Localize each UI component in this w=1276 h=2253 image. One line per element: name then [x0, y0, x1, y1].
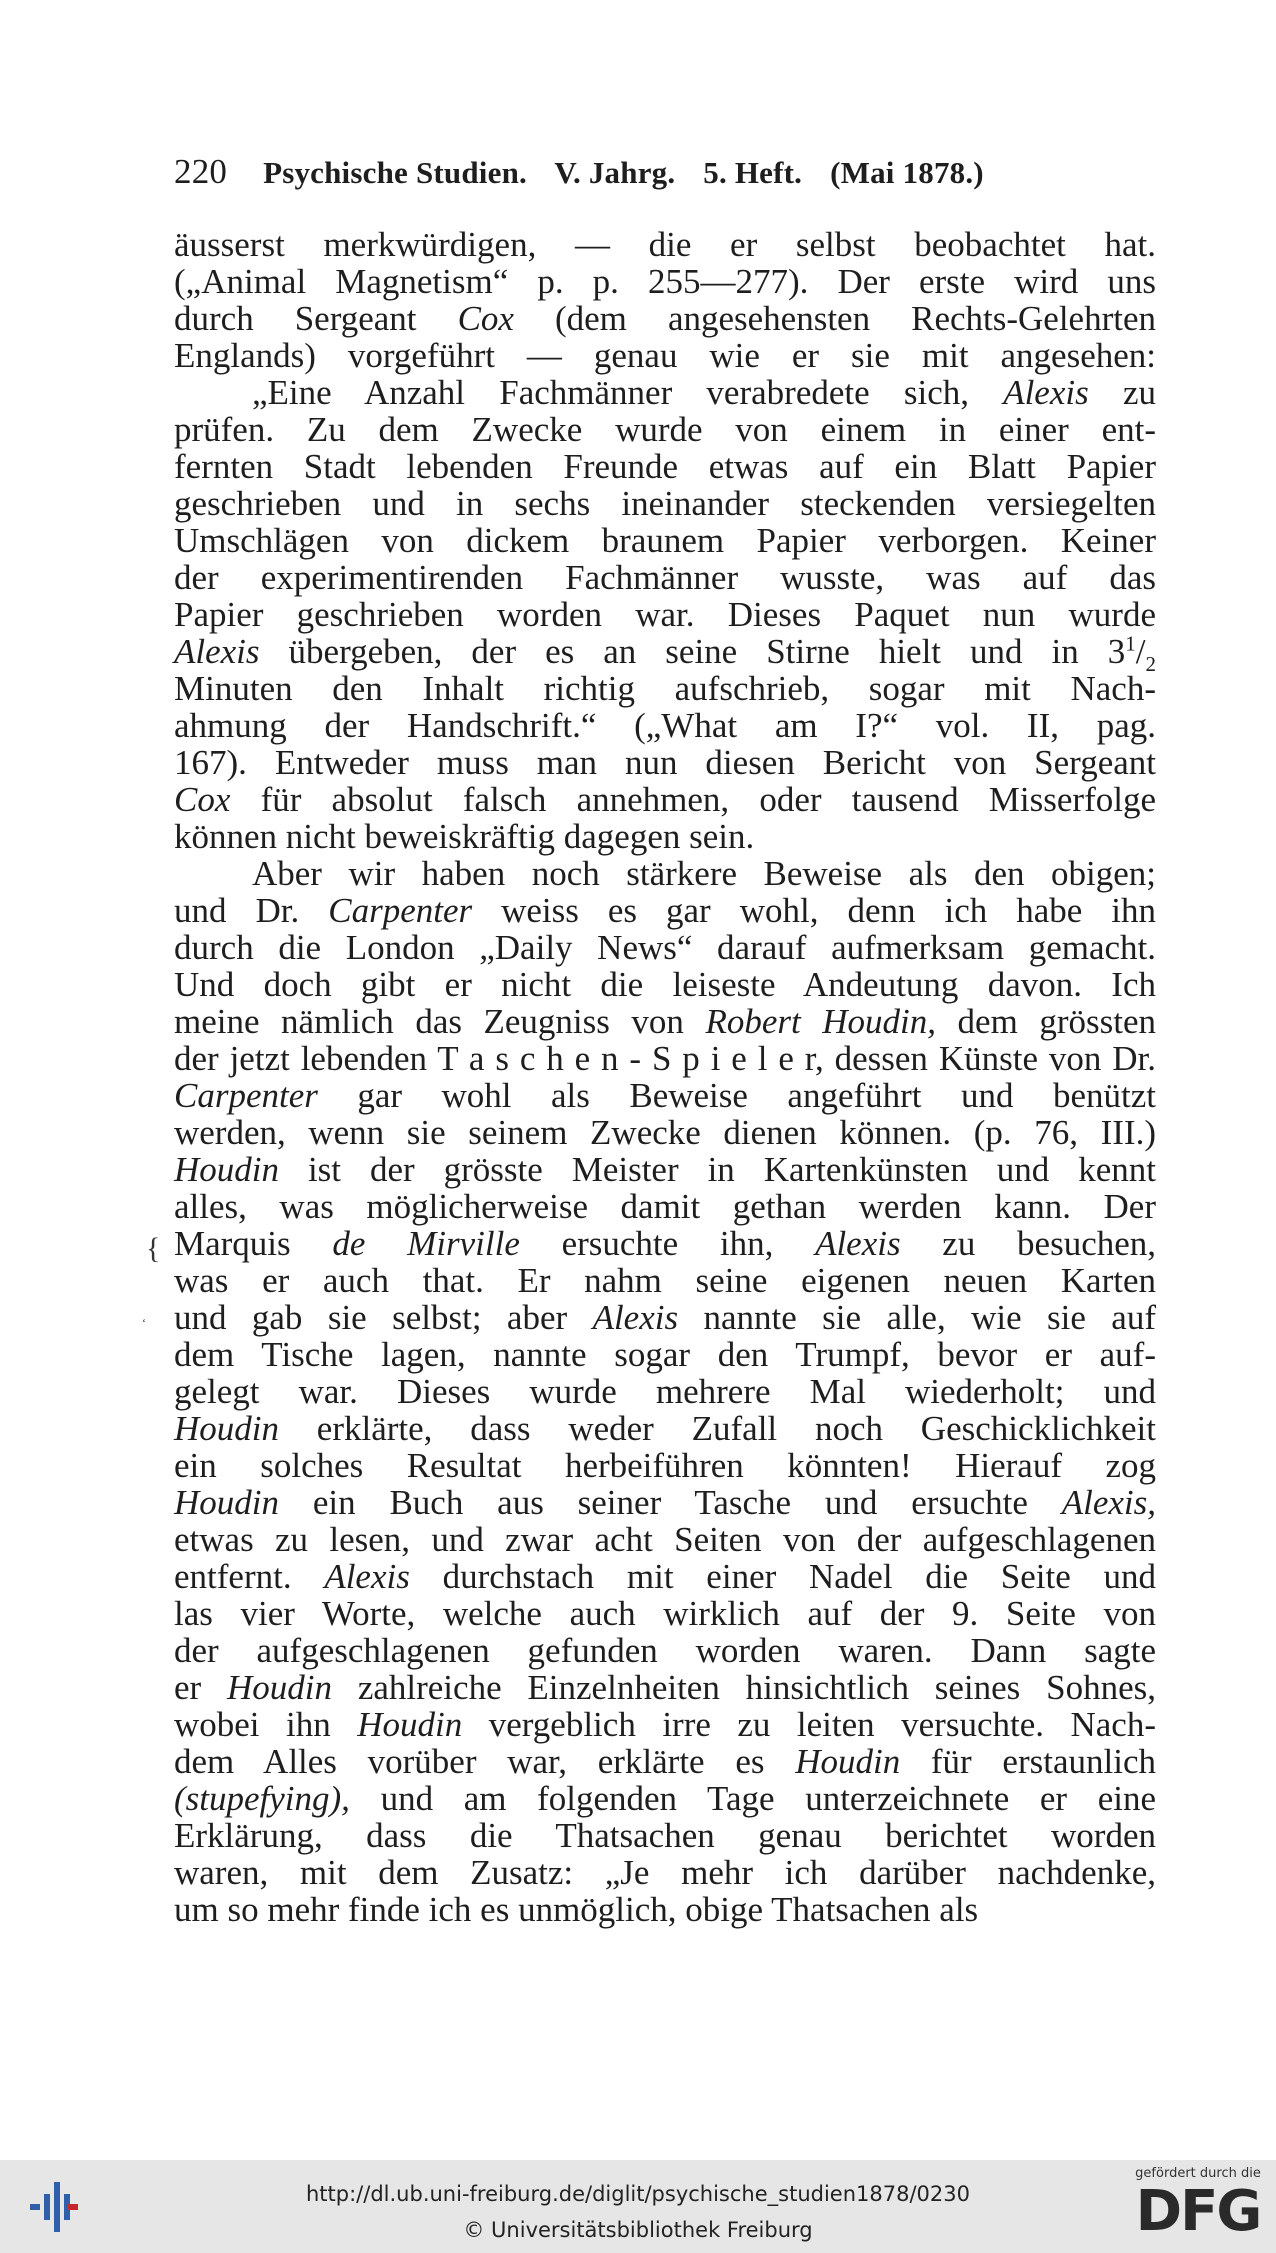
- text-line: und Dr. Carpenter weiss es gar wohl, denn ich habe ihn: [174, 891, 1156, 930]
- text-line: meine nämlich das Zeugniss von Robert Houdin, dem grössten: [174, 1002, 1156, 1041]
- text-line: („Animal Magnetism“ p. p. 255—277). Der erste wird uns: [174, 262, 1156, 301]
- funding-note: gefördert durch die: [1135, 2166, 1261, 2181]
- issue: 5. Heft.: [703, 155, 803, 190]
- copyright: © Universitätsbibliothek Freiburg: [463, 2218, 813, 2242]
- text-line: (stupefying), und am folgenden Tage unterzeichnete er eine: [174, 1779, 1156, 1818]
- text-line: alles, was möglicherweise damit gethan werden kann. Der: [174, 1187, 1156, 1226]
- body-text: [174, 226, 1156, 1928]
- issue-date: (Mai 1878.): [830, 155, 984, 190]
- text-line: er Houdin zahlreiche Einzelnheiten hinsichtlich seines Sohnes,: [174, 1668, 1156, 1707]
- dfg-logo: DFG: [1135, 2179, 1261, 2244]
- text-line: ahmung der Handschrift.“ („What am I?“ vol. II, pag.: [174, 706, 1156, 745]
- page-number: 220: [174, 152, 228, 191]
- text-line: waren, mit dem Zusatz: „Je mehr ich darüber nachdenke,: [174, 1853, 1156, 1892]
- text-line: ein solches Resultat herbeiführen könnten! Hierauf zog: [174, 1446, 1156, 1485]
- text-line: und gab sie selbst; aber Alexis nannte sie alle, wie sie auf: [174, 1298, 1156, 1337]
- margin-mark-dot: ‘: [142, 1316, 146, 1330]
- text-line: „Eine Anzahl Fachmänner verabredete sich, Alexis zu: [252, 373, 1156, 412]
- text-line: äusserst merkwürdigen, — die er selbst beobachtet hat.: [174, 225, 1156, 264]
- text-line: was er auch that. Er nahm seine eigenen neuen Karten: [174, 1261, 1156, 1300]
- text-line: dem Tische lagen, nannte sogar den Trumpf, bevor er auf-: [174, 1335, 1156, 1374]
- margin-mark: {: [146, 1232, 161, 1265]
- footer-bar: [0, 2160, 1276, 2253]
- journal-title: Psychische Studien.: [263, 155, 527, 190]
- text-line: durch Sergeant Cox (dem angesehensten Rechts-Gelehrten: [174, 299, 1157, 338]
- text-line: dem Alles vorüber war, erklärte es Houdin für erstaunlich: [174, 1742, 1156, 1781]
- text-line: der experimentirenden Fachmänner wusste, was auf das: [174, 558, 1156, 597]
- text-line: Houdin ist der grösste Meister in Kartenkünsten und kennt: [174, 1150, 1156, 1189]
- text-line: Marquis de Mirville ersuchte ihn, Alexis zu besuchen,: [174, 1224, 1157, 1263]
- volume: V. Jahrg.: [554, 155, 676, 190]
- text-line: Houdin erklärte, dass weder Zufall noch Geschicklichkeit: [174, 1409, 1156, 1448]
- text-line: Alexis übergeben, der es an seine Stirne hielt und in $3^1/_2$: [174, 631, 1156, 676]
- text-line: prüfen. Zu dem Zwecke wurde von einem in einer ent-: [174, 410, 1156, 449]
- text-line: 167). Entweder muss man nun diesen Bericht von Sergeant: [174, 743, 1156, 782]
- text-line: um so mehr finde ich es unmöglich, obige Thatsachen als: [174, 1890, 979, 1929]
- text-line: gelegt war. Dieses wurde mehrere Mal wiederholt; und: [174, 1372, 1156, 1411]
- text-line: der aufgeschlagenen gefunden worden waren. Dann sagte: [174, 1631, 1156, 1670]
- text-line: geschrieben und in sechs ineinander steckenden versiegelten: [174, 484, 1156, 523]
- text-line: Minuten den Inhalt richtig aufschrieb, sogar mit Nach-: [174, 669, 1156, 708]
- text-line: fernten Stadt lebenden Freunde etwas auf ein Blatt Papier: [174, 447, 1156, 486]
- running-head: [174, 152, 1074, 192]
- text-line: Carpenter gar wohl als Beweise angeführt und benützt: [174, 1076, 1156, 1115]
- text-line: Houdin ein Buch aus seiner Tasche und ersuchte Alexis,: [174, 1483, 1156, 1522]
- text-line: Aber wir haben noch stärkere Beweise als den obigen;: [252, 854, 1156, 893]
- text-line: durch die London „Daily News“ darauf aufmerksam gemacht.: [174, 928, 1156, 967]
- text-line: der jetzt lebenden T a s c h e n - S p i e l e r, dessen Künste von Dr.: [174, 1039, 1156, 1078]
- text-line: Englands) vorgeführt — genau wie er sie mit angesehen:: [174, 336, 1156, 375]
- text-line: wobei ihn Houdin vergeblich irre zu leiten versuchte. Nach-: [174, 1705, 1156, 1744]
- text-line: Umschlägen von dickem braunem Papier verborgen. Keiner: [174, 521, 1156, 560]
- source-url[interactable]: http://dl.ub.uni-freiburg.de/diglit/psychische_studien1878/0230: [306, 2182, 970, 2206]
- text-line: etwas zu lesen, und zwar acht Seiten von der aufgeschlagenen: [174, 1520, 1156, 1559]
- text-line: Cox für absolut falsch annehmen, oder tausend Misserfolge: [174, 780, 1156, 819]
- text-line: Und doch gibt er nicht die leiseste Andeutung davon. Ich: [174, 965, 1156, 1004]
- text-line: können nicht beweiskräftig dagegen sein.: [174, 817, 755, 856]
- text-line: werden, wenn sie seinem Zwecke dienen können. (p. 76, III.): [174, 1113, 1156, 1152]
- text-line: las vier Worte, welche auch wirklich auf der 9. Seite von: [174, 1594, 1156, 1633]
- text-line: Erklärung, dass die Thatsachen genau berichtet worden: [174, 1816, 1156, 1855]
- text-line: entfernt. Alexis durchstach mit einer Nadel die Seite und: [174, 1557, 1156, 1596]
- text-line: Papier geschrieben worden war. Dieses Paquet nun wurde: [174, 595, 1156, 634]
